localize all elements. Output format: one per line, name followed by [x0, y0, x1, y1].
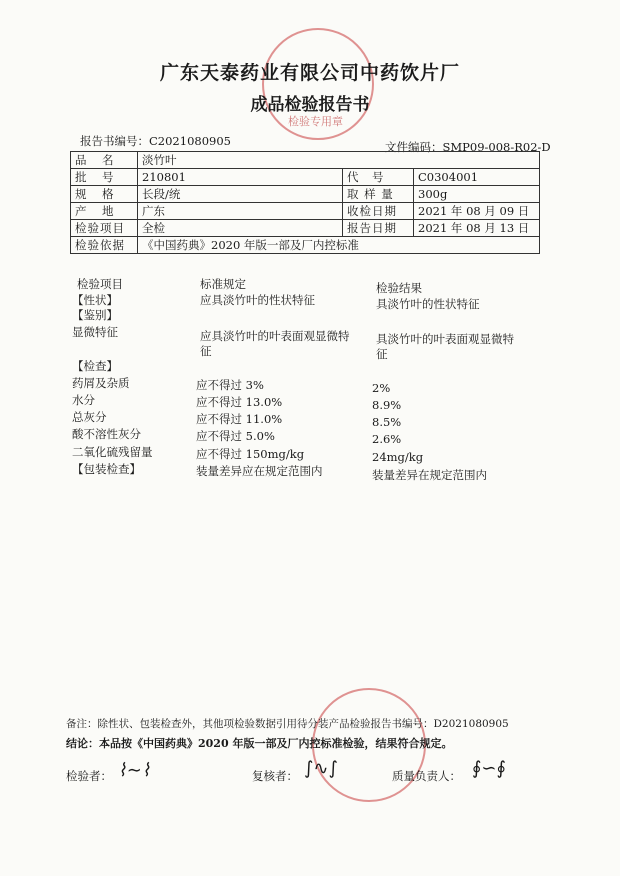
result-item: 药屑及杂质: [72, 376, 130, 390]
result-value: 装量差异在规定范围内: [372, 468, 487, 482]
result-standard: 装量差异应在规定范围内: [196, 464, 323, 478]
file-number: 文件编码：SMP09-008-R02-D: [385, 140, 551, 154]
result-item: 二氧化硫残留量: [72, 445, 153, 459]
col-header-standard: 标准规定: [200, 277, 246, 291]
result-standard: 应不得过 5.0%: [196, 429, 275, 443]
seal-label: 检验专用章: [288, 115, 343, 128]
origin-label: 产 地: [71, 203, 138, 220]
receive-date-label: 收检日期: [343, 203, 414, 220]
spec-value: 长段/统: [138, 186, 343, 203]
product-value: 淡竹叶: [138, 152, 540, 169]
sample-label: 取 样 量: [343, 186, 414, 203]
result-value: 具淡竹叶的性状特征: [376, 297, 480, 311]
col-header-result: 检验结果: [376, 281, 422, 295]
result-value: 24mg/kg: [372, 450, 424, 464]
report-number: 报告书编号：C2021080905: [80, 134, 231, 148]
report-date-value: 2021 年 08 月 13 日: [414, 220, 540, 237]
product-info-table: [70, 151, 540, 254]
reviewer-label: 复核者：: [252, 769, 298, 783]
product-label: 品 名: [71, 152, 138, 169]
inspector-signature-image: ⌇∼⌇: [118, 760, 151, 781]
result-item: 总灰分: [72, 410, 107, 424]
result-value: 8.9%: [372, 398, 402, 412]
qa-label: 质量负责人：: [392, 769, 461, 783]
batch-value: 210801: [138, 169, 343, 186]
items-label: 检验项目: [71, 220, 138, 237]
sample-value: 300g: [414, 186, 540, 203]
result-item: 【鉴别】: [72, 308, 118, 322]
result-value: 2%: [372, 381, 391, 395]
origin-value: 广东: [138, 203, 343, 220]
result-item: 【包装检查】: [72, 462, 141, 476]
remark-note: 备注：除性状、包装检查外，其他项检验数据引用待分装产品检验报告书编号：D2021080905: [66, 718, 509, 730]
result-value: 2.6%: [372, 432, 402, 446]
report-date-label: 报告日期: [343, 220, 414, 237]
items-value: 全检: [138, 220, 343, 237]
batch-label: 批 号: [71, 169, 138, 186]
result-standard: 应不得过 3%: [196, 378, 264, 392]
result-value: 具淡竹叶的叶表面观显微特: [376, 332, 514, 346]
reviewer-signature-image: ∫∿∫: [304, 758, 338, 779]
basis-label: 检验依据: [71, 237, 138, 254]
code-label: 代 号: [343, 169, 414, 186]
company-name: 广东天泰药业有限公司中药饮片厂: [159, 62, 460, 84]
qa-signature-image: ∮∽∮: [472, 758, 506, 779]
report-title: 成品检验报告书: [250, 95, 370, 115]
result-value: 8.5%: [372, 415, 402, 429]
result-item: 水分: [72, 393, 95, 407]
result-standard: 应具淡竹叶的性状特征: [200, 293, 315, 307]
result-item: 【检查】: [72, 359, 118, 373]
result-standard-cont: 征: [200, 344, 212, 358]
result-item: 【性状】: [72, 293, 118, 307]
basis-value: 《中国药典》2020 年版一部及厂内控标准: [138, 237, 540, 254]
result-value-cont: 征: [376, 347, 388, 361]
col-header-item: 检验项目: [77, 277, 123, 291]
spec-label: 规 格: [71, 186, 138, 203]
result-item: 显微特征: [72, 325, 118, 339]
code-value: C0304001: [414, 169, 540, 186]
conclusion: 结论：本品按《中国药典》2020 年版一部及厂内控标准检验，结果符合规定。: [66, 737, 453, 750]
result-item: 酸不溶性灰分: [72, 427, 141, 441]
receive-date-value: 2021 年 08 月 09 日: [414, 203, 540, 220]
result-standard: 应不得过 150mg/kg: [196, 447, 305, 461]
result-standard: 应不得过 11.0%: [196, 412, 283, 426]
inspector-label: 检验者：: [66, 769, 112, 783]
result-standard: 应不得过 13.0%: [196, 395, 283, 409]
result-standard: 应具淡竹叶的叶表面观显微特: [200, 329, 350, 343]
